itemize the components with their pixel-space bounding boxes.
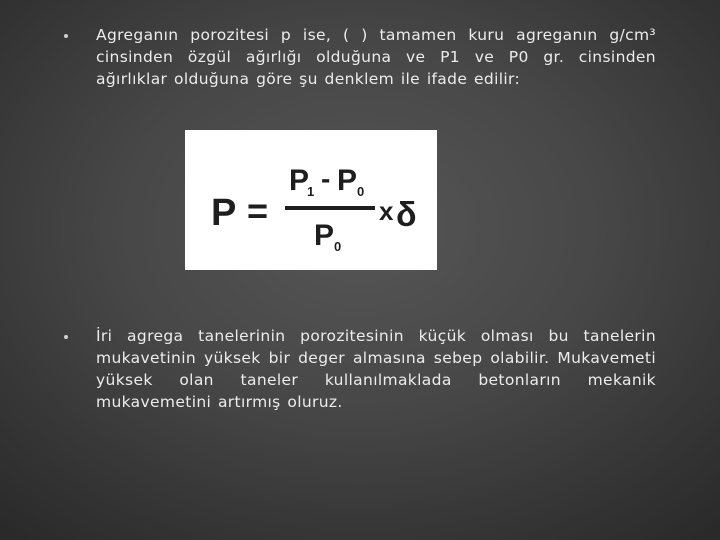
formula-denominator-sub: 0 bbox=[334, 239, 342, 254]
formula-minus: - bbox=[321, 163, 331, 194]
formula-image bbox=[185, 130, 437, 270]
formula-delta: δ bbox=[396, 196, 417, 234]
formula-numerator-a-sub: 1 bbox=[307, 184, 315, 199]
formula-equals: = bbox=[247, 190, 269, 231]
bullet-icon bbox=[64, 34, 68, 38]
formula-lhs: P bbox=[211, 192, 237, 234]
formula-graphic bbox=[185, 130, 437, 270]
formula-fraction-bar bbox=[285, 206, 375, 210]
paragraph-aggregate-strength: İri agrega tanelerinin porozitesinin küçük olması bu tanelerin mukavetinin yüksek bir deger almasına sebep olabilir. Mukavemeti yüksek olan taneler kullanılmaklada betonların mekanik mukavemetini artırmış oluruz. bbox=[96, 327, 656, 411]
formula-times: x bbox=[379, 196, 394, 226]
formula-numerator-a: P bbox=[289, 164, 310, 197]
formula-denominator: P bbox=[314, 219, 335, 252]
bullet-icon bbox=[64, 335, 68, 339]
formula-numerator-b-sub: 0 bbox=[357, 184, 365, 199]
paragraph-porosity-definition: Agreganın porozitesi p ise, ( ) tamamen kuru agreganın g/cm³ cinsinden özgül ağırlığı olduğuna ve P1 ve P0 gr. cinsinden ağırlıklar olduğuna göre şu denklem ile ifade edilir: bbox=[96, 26, 656, 88]
formula-numerator-b: P bbox=[337, 164, 358, 197]
